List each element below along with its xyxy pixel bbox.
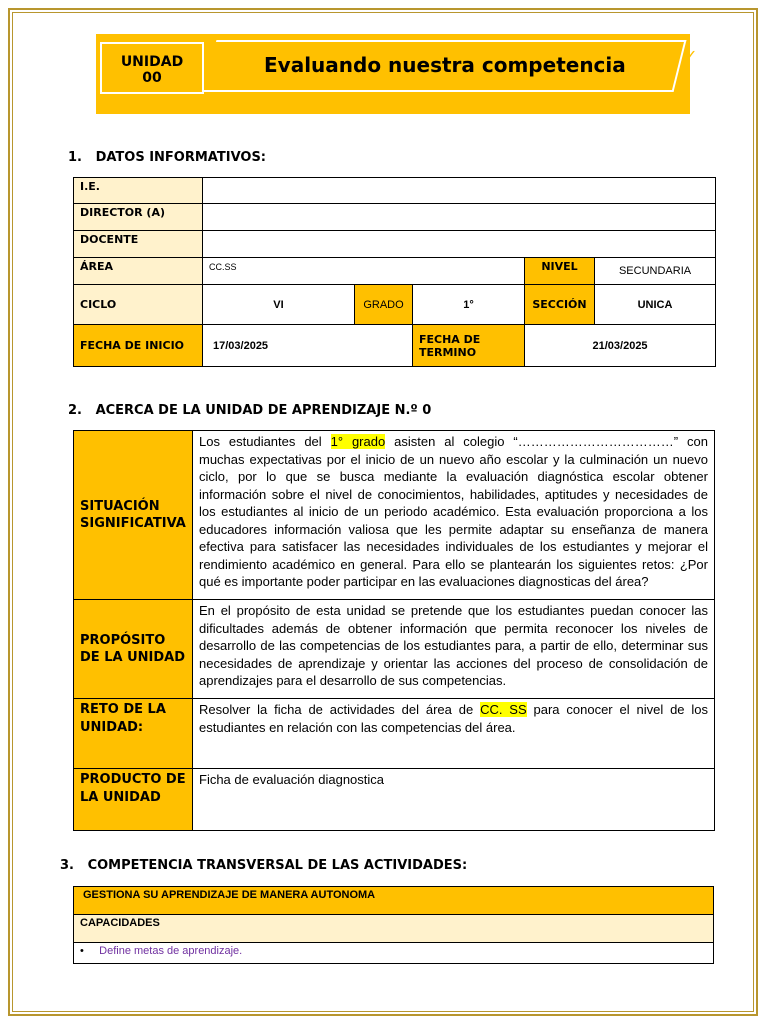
- datos-table: [73, 177, 716, 367]
- proposito-label: PROPÓSITO DE LA UNIDAD: [74, 600, 193, 699]
- fecha-inicio-value: 17/03/2025: [203, 325, 413, 367]
- competencia-title: GESTIONA SU APRENDIZAJE DE MANERA AUTONOMA: [74, 887, 714, 915]
- situacion-text-start: Los estudiantes del: [199, 434, 331, 449]
- area-label: ÁREA: [74, 258, 203, 285]
- situacion-text: [193, 431, 715, 600]
- director-label: DIRECTOR (A): [74, 204, 203, 231]
- bullet-icon: •: [80, 945, 84, 957]
- docente-label: DOCENTE: [74, 231, 203, 258]
- competencia-table: [73, 886, 714, 964]
- reto-text-end: para conocer el nivel de los estudiantes en relación con las competencias del área.: [199, 702, 709, 735]
- unit-number: 00: [142, 70, 162, 86]
- list-item: Define metas de aprendizaje.: [99, 945, 243, 957]
- section3-heading: [60, 858, 467, 873]
- docente-value[interactable]: [203, 231, 716, 258]
- fecha-inicio-label: FECHA DE INICIO: [74, 325, 203, 367]
- unidad-table: [73, 430, 715, 831]
- area-value: CC.SS: [203, 258, 525, 285]
- capacidad-list: [74, 943, 714, 964]
- reto-label: RETO DE LA UNIDAD:: [74, 699, 193, 769]
- ie-label: I.E.: [74, 178, 203, 204]
- ciclo-value: VI: [203, 285, 355, 325]
- seccion-value: UNICA: [595, 285, 716, 325]
- section2-heading: [68, 403, 431, 418]
- section3-number: 3.: [60, 858, 74, 873]
- fecha-termino-value: 21/03/2025: [525, 325, 716, 367]
- area-highlight: CC. SS: [480, 702, 527, 717]
- director-value[interactable]: [203, 204, 716, 231]
- fecha-termino-label: FECHA DE TERMINO: [413, 325, 525, 367]
- reto-text: [193, 699, 715, 769]
- nivel-label: NIVEL: [525, 258, 595, 285]
- section2-title: ACERCA DE LA UNIDAD DE APRENDIZAJE N.º 0: [95, 403, 432, 418]
- situacion-text-end: asisten al colegio “………………………………” con muchas expectativas por el inicio de un nuevo año escolar y la culminación un nuevo ciclo, por lo que se busca mediante la evaluación diagnóstica escolar obtener información sobre el nivel de conocimientos, habilidades, aptitudes y necesidades de los estudiantes al inicio de un periodo académico. Esta evaluación proporciona a los educadores información valiosa que les permite adaptar su enseñanza de manera efectiva para satisfacer las necesidades individuales de los estudiantes y mejorar el rendimiento académico en general. Para ello se plantearán los siguientes retos: ¿Por qué es importante poder participar en las evaluaciones diagnosticas del área?: [199, 434, 708, 589]
- ie-value[interactable]: [203, 178, 716, 204]
- check-icon: ✓: [684, 46, 698, 65]
- grado-value: 1°: [413, 285, 525, 325]
- situacion-label: SITUACIÓN SIGNIFICATIVA: [74, 431, 193, 600]
- unit-badge: [100, 42, 204, 94]
- producto-label: PRODUCTO DE LA UNIDAD: [74, 769, 193, 831]
- producto-text: Ficha de evaluación diagnostica: [193, 769, 715, 831]
- capacidades-label: CAPACIDADES: [74, 915, 714, 943]
- section2-number: 2.: [68, 403, 82, 418]
- section1-number: 1.: [68, 150, 82, 165]
- unit-label: UNIDAD: [120, 54, 184, 70]
- section1-title: DATOS INFORMATIVOS:: [95, 150, 267, 165]
- reto-text-start: Resolver la ficha de actividades del área de: [199, 702, 481, 717]
- grado-label: GRADO: [355, 285, 413, 325]
- page-title: Evaluando nuestra competencia: [264, 53, 626, 77]
- section1-heading: [68, 150, 266, 165]
- seccion-label: SECCIÓN: [525, 285, 595, 325]
- nivel-value: SECUNDARIA: [595, 258, 716, 285]
- section3-title: COMPETENCIA TRANSVERSAL DE LAS ACTIVIDADES:: [87, 858, 468, 873]
- ciclo-label: CICLO: [74, 285, 203, 325]
- proposito-text: En el propósito de esta unidad se pretende que los estudiantes puedan conocer las dificultades además de obtener información que permita reconocer los niveles de desarrollo de las competencias de los estudiantes para, a partir de ello, determinar sus necesidades de aprendizaje y orientar las acciones del proceso de consolidación de aprendizajes para el desarrollo de sus competencias.: [193, 600, 715, 699]
- grado-highlight: 1° grado: [330, 434, 386, 449]
